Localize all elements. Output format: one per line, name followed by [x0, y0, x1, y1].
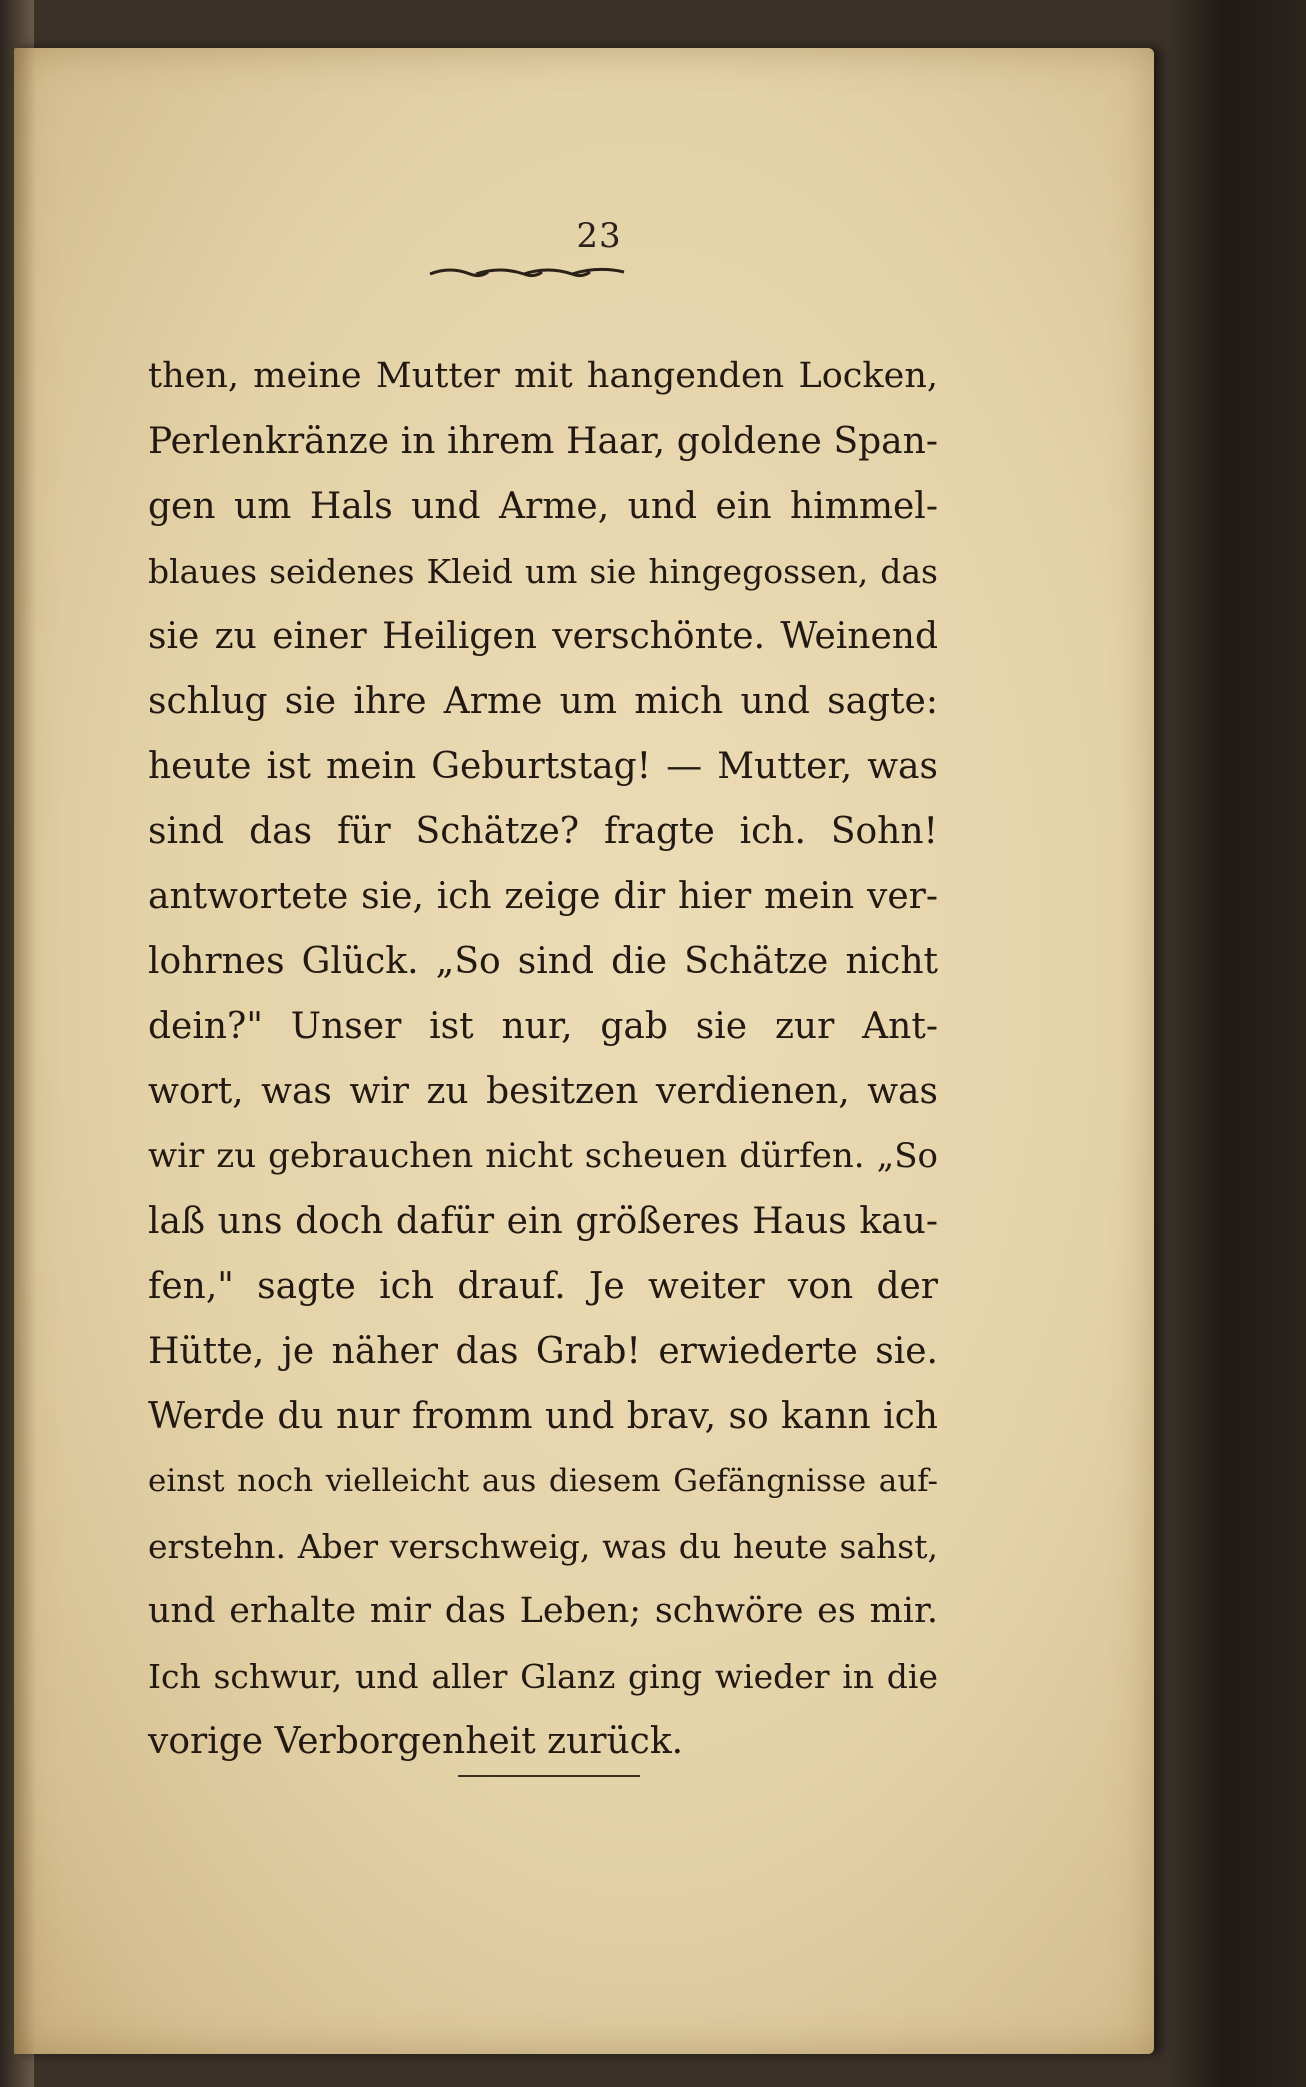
text-line: sie zu einer Heiligen verschönte. Weinend [148, 616, 938, 657]
text-line: wir zu gebrauchen nicht scheuen dürfen. „So [148, 1136, 938, 1176]
end-rule [458, 1775, 640, 1777]
page-number: 23 [576, 216, 622, 256]
text-line: fen," sagte ich drauf. Je weiter von der [148, 1266, 938, 1307]
text-line: Ich schwur, und aller Glanz ging wieder in die [148, 1657, 938, 1696]
text-line: antwortete sie, ich zeige dir hier mein ver- [148, 876, 938, 917]
text-line: blaues seidenes Kleid um sie hingegossen, das [148, 552, 938, 591]
text-line: gen um Hals und Arme, und ein himmel- [148, 486, 938, 527]
page-gutter-shadow [14, 48, 36, 2054]
text-line: sind das für Schätze? fragte ich. Sohn! [148, 811, 938, 852]
text-line: erstehn. Aber verschweig, was du heute sahst, [148, 1527, 938, 1566]
text-line: wort, was wir zu besitzen verdienen, was [148, 1071, 938, 1112]
text-line: Perlenkränze in ihrem Haar, goldene Span- [148, 421, 938, 462]
text-line: dein?" Unser ist nur, gab sie zur Ant- [148, 1006, 938, 1047]
book-cover-right [1166, 0, 1306, 2087]
text-line: laß uns doch dafür ein größeres Haus kau- [148, 1201, 938, 1242]
book-page [14, 48, 1154, 2054]
ornament-divider [428, 262, 628, 284]
text-line: Werde du nur fromm und brav, so kann ich [148, 1396, 938, 1437]
text-line: then, meine Mutter mit hangenden Locken, [148, 356, 938, 396]
text-line: einst noch vielleicht aus diesem Gefängnisse auf- [148, 1463, 938, 1499]
text-line: und erhalte mir das Leben; schwöre es mir. [148, 1591, 938, 1631]
body-text [148, 344, 938, 1774]
text-line: lohrnes Glück. „So sind die Schätze nicht [148, 941, 938, 982]
text-line: vorige Verborgenheit zurück. [148, 1721, 684, 1762]
text-line: schlug sie ihre Arme um mich und sagte: [148, 681, 938, 722]
text-line: heute ist mein Geburtstag! — Mutter, was [148, 746, 938, 787]
text-line: Hütte, je näher das Grab! erwiederte sie. [148, 1331, 938, 1372]
